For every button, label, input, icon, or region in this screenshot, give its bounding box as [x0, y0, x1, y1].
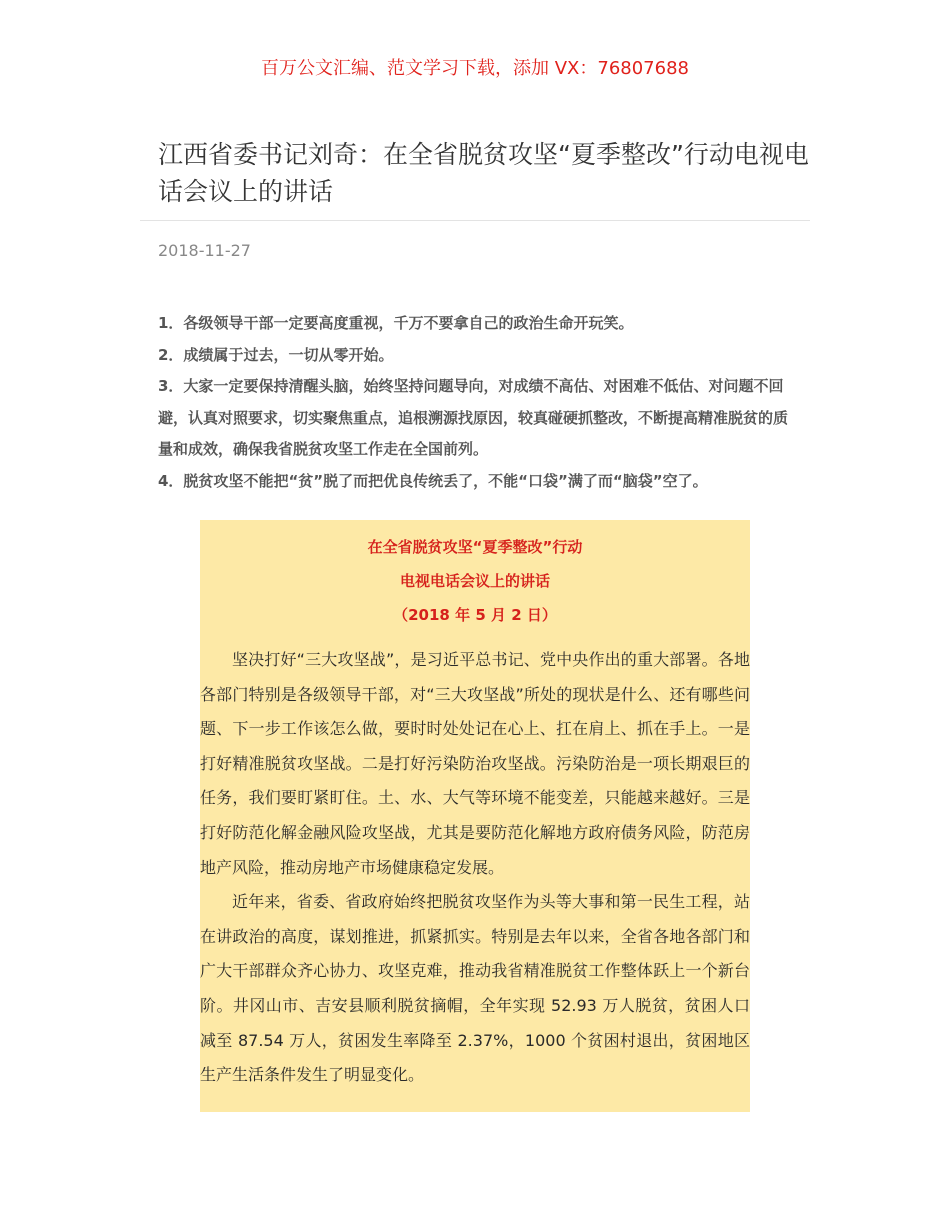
speech-heading-line2: 电视电话会议上的讲话	[399, 572, 550, 590]
title-divider	[140, 220, 810, 221]
key-points	[158, 308, 788, 497]
speech-heading-date: （2018 年 5 月 2 日）	[393, 606, 557, 624]
speech-heading-line1: 在全省脱贫攻坚“夏季整改”行动	[367, 538, 583, 556]
article-title: 江西省委书记刘奇：在全省脱贫攻坚“夏季整改”行动电视电话会议上的讲话	[158, 140, 809, 206]
key-point-2: 2．成绩属于过去，一切从零开始。	[158, 345, 394, 364]
speech-heading	[200, 530, 750, 632]
article-date: 2018-11-27	[158, 241, 251, 260]
speech-paragraph-2: 近年来，省委、省政府始终把脱贫攻坚作为头等大事和第一民生工程，站在讲政治的高度，谋划推进，抓紧抓实。特别是去年以来，全省各地各部门和广大干部群众齐心协力、攻坚克难，推动我省精准脱贫工作整体跃上一个新台阶。井冈山市、吉安县顺利脱贫摘帽，全年实现 52.93 万人脱贫，贫困人口减至 87.54 万人，贫困发生率降至 2.37%，1000 个贫困村退出，贫困地区生产生活条件发生了明显变化。	[200, 892, 750, 1085]
key-point-3: 3．大家一定要保持清醒头脑，始终坚持问题导向，对成绩不高估、对困难不低估、对问题不回避，认真对照要求，切实聚焦重点，追根溯源找原因，较真碰硬抓整改，不断提高精准脱贫的质量和成效，确保我省脱贫攻坚工作走在全国前列。	[158, 377, 789, 458]
key-point-1: 1．各级领导干部一定要高度重视，千万不要拿自己的政治生命开玩笑。	[158, 314, 634, 332]
speech-body	[200, 643, 750, 1093]
speech-paragraph-1: 坚决打好“三大攻坚战”，是习近平总书记、党中央作出的重大部署。各地各部门特别是各级领导干部，对“三大攻坚战”所处的现状是什么、还有哪些问题、下一步工作该怎么做，要时时处处记在心上、扛在肩上、抓在手上。一是打好精准脱贫攻坚战。二是打好污染防治攻坚战。污染防治是一项长期艰巨的任务，我们要盯紧盯住。土、水、大气等环境不能变差，只能越来越好。三是打好防范化解金融风险攻坚战，尤其是要防范化解地方政府债务风险，防范房地产风险，推动房地产市场健康稳定发展。	[200, 650, 750, 877]
promo-banner: 百万公文汇编、范文学习下载，添加 VX：76807688	[261, 58, 689, 79]
key-point-4: 4．脱贫攻坚不能把“贫”脱了而把优良传统丢了，不能“口袋”满了而“脑袋”空了。	[158, 471, 708, 490]
speech-excerpt	[200, 520, 750, 1112]
